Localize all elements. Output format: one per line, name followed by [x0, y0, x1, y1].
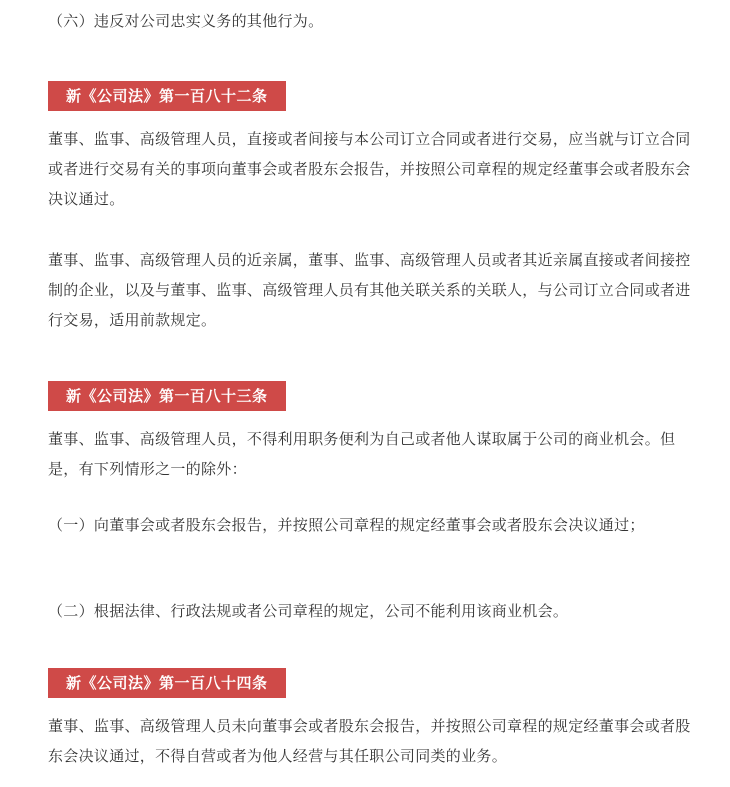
paragraph-183-item-2: （二）根据法律、行政法规或者公司章程的规定，公司不能利用该商业机会。: [48, 602, 569, 620]
article-182-heading: 新《公司法》第一百八十二条: [48, 81, 286, 111]
article-184-heading: 新《公司法》第一百八十四条: [48, 668, 286, 698]
paragraph-183-intro: 董事、监事、高级管理人员，不得利用职务便利为自己或者他人谋取属于公司的商业机会。但是，有下列情形之一的除外：: [48, 430, 676, 478]
paragraph-182-1: 董事、监事、高级管理人员，直接或者间接与本公司订立合同或者进行交易，应当就与订立合同或者进行交易有关的事项向董事会或者股东会报告，并按照公司章程的规定经董事会或者股东会决议通过。: [48, 130, 691, 208]
paragraph-item-6: （六）违反对公司忠实义务的其他行为。: [48, 12, 324, 30]
article-183-heading: 新《公司法》第一百八十三条: [48, 381, 286, 411]
paragraph-183-item-1: （一）向董事会或者股东会报告，并按照公司章程的规定经董事会或者股东会决议通过；: [48, 516, 645, 534]
paragraph-184: 董事、监事、高级管理人员未向董事会或者股东会报告，并按照公司章程的规定经董事会或者股东会决议通过，不得自营或者为他人经营与其任职公司同类的业务。: [48, 717, 691, 765]
paragraph-182-2: 董事、监事、高级管理人员的近亲属，董事、监事、高级管理人员或者其近亲属直接或者间接控制的企业，以及与董事、监事、高级管理人员有其他关联关系的关联人，与公司订立合同或者进行交易，适用前款规定。: [48, 251, 691, 329]
